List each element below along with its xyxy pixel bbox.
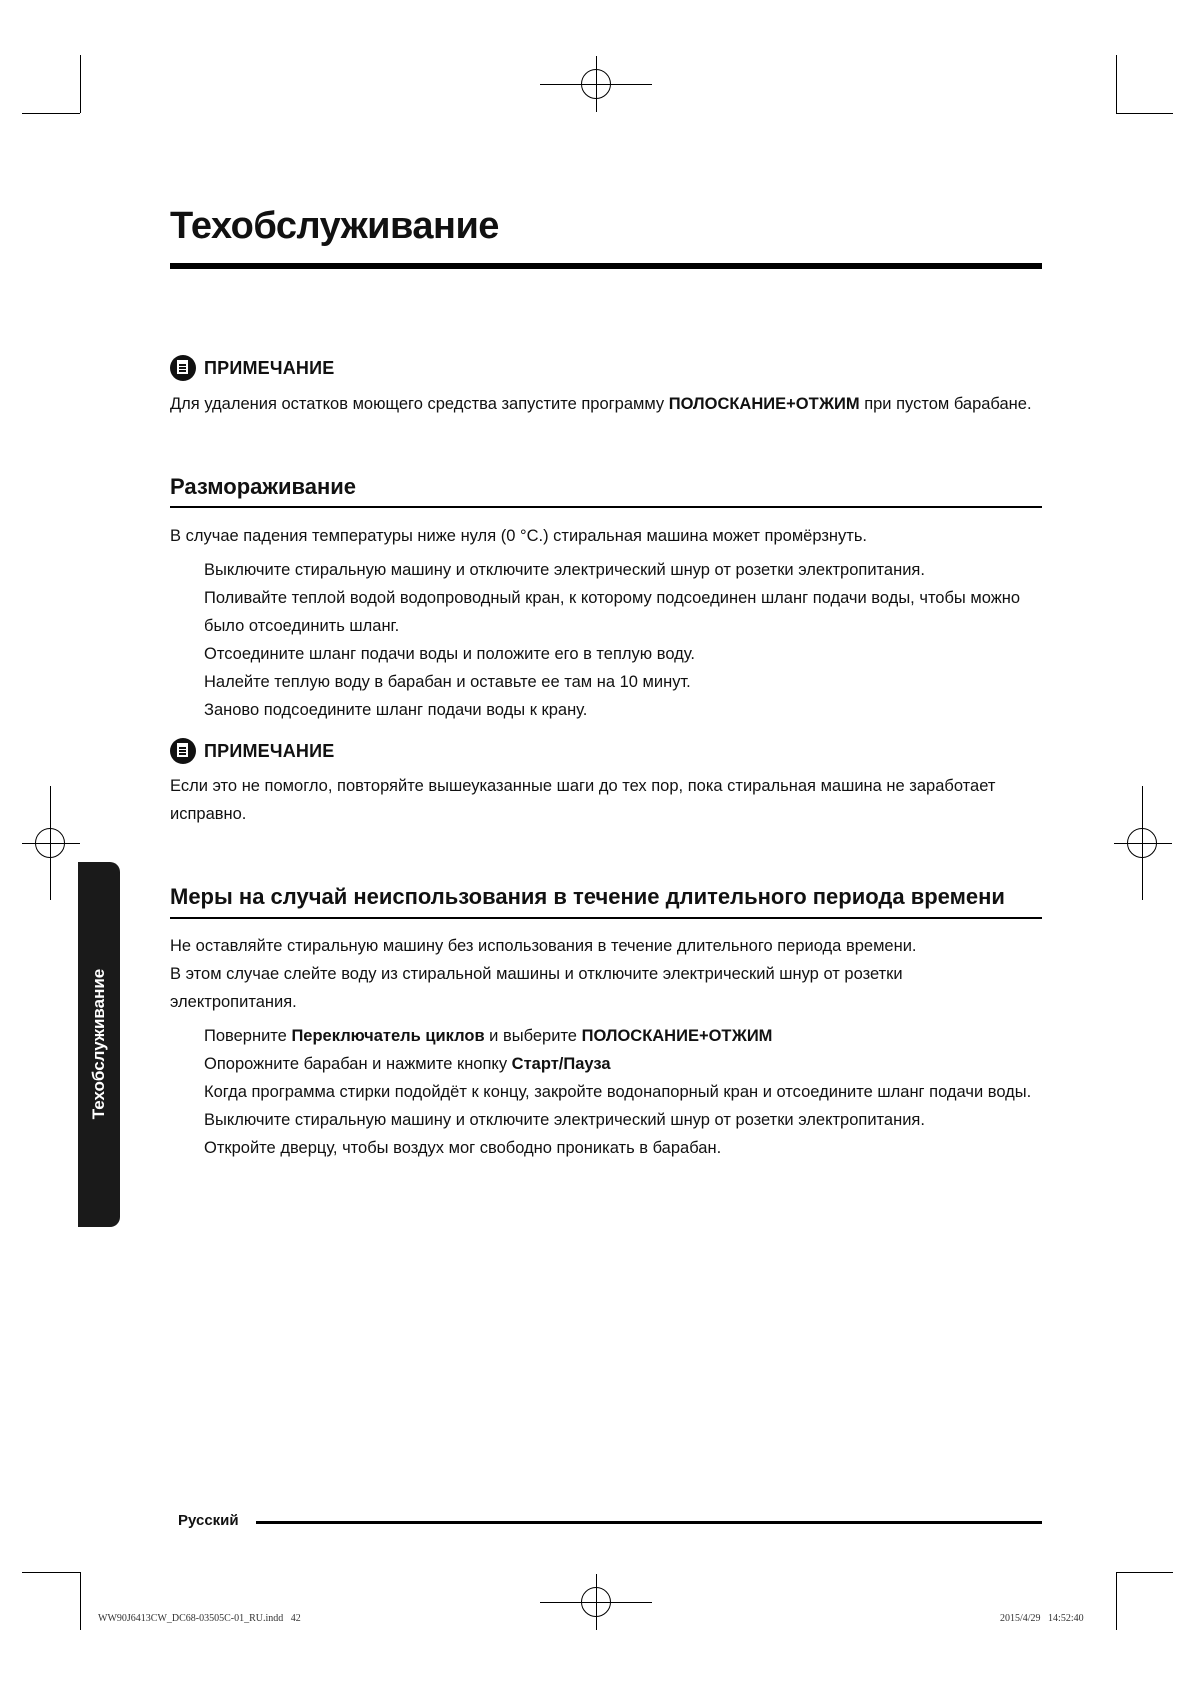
defrost-intro: В случае падения температуры ниже нуля (0 °C.) стиральная машина может промёрзнуть. — [170, 527, 868, 545]
crop-mark — [1116, 1572, 1117, 1630]
side-tab-label: Техобслуживание — [89, 968, 108, 1120]
print-slug-datetime: 2015/4/29 14:52:40 — [1000, 1613, 1084, 1624]
list-item: Поливайте теплой водой водопроводный кран, к которому подсоединен шланг подачи воды, чтобы можно было отсоединить шланг. — [204, 589, 1021, 635]
section-heading-defrost: Размораживание — [170, 474, 357, 499]
note-document-icon — [170, 738, 196, 764]
section-divider — [170, 506, 1042, 508]
footer-language: Русский — [178, 1512, 239, 1529]
note-text: Для удаления остатков моющего средства запустите программу ПОЛОСКАНИЕ+ОТЖИМ при пустом барабане. — [170, 395, 1032, 413]
program-name: ПОЛОСКАНИЕ+ОТЖИМ — [668, 395, 860, 413]
crop-mark — [1116, 1572, 1173, 1573]
crop-mark — [22, 113, 80, 114]
list-item: Выключите стиральную машину и отключите электрический шнур от розетки электропитания. — [204, 1111, 925, 1129]
note-label: ПРИМЕЧАНИЕ — [204, 740, 335, 761]
crop-mark — [80, 55, 81, 113]
note-text: Если это не помогло, повторяйте вышеуказанные шаги до тех пор, пока стиральная машина не заработает исправно. — [170, 777, 996, 823]
crop-mark — [1116, 55, 1117, 113]
list-item: Отсоедините шланг подачи воды и положите его в теплую воду. — [204, 645, 695, 663]
list-item: Откройте дверцу, чтобы воздух мог свободно проникать в барабан. — [204, 1139, 722, 1157]
print-slug-file: WW90J6413CW_DC68-03505C-01_RU.indd 42 — [98, 1613, 301, 1624]
section-heading-long-term: Меры на случай неиспользования в течение длительного периода времени — [170, 884, 1005, 909]
list-item: Заново подсоедините шланг подачи воды к крану. — [204, 701, 588, 719]
list-item: Выключите стиральную машину и отключите электрический шнур от розетки электропитания. — [204, 561, 925, 579]
list-item: Налейте теплую воду в барабан и оставьте ее там на 10 минут. — [204, 673, 691, 691]
section-divider — [170, 917, 1042, 919]
crop-mark — [80, 1572, 81, 1630]
crop-mark — [22, 1572, 80, 1573]
long-term-steps — [204, 1022, 1034, 1162]
list-item: Когда программа стирки подойдёт к концу, закройте водонапорный кран и отсоедините шланг подачи воды. — [204, 1083, 1032, 1101]
long-term-intro-1: Не оставляйте стиральную машину без использования в течение длительного периода времени. — [170, 937, 917, 955]
note-header — [170, 737, 334, 765]
page-title: Техобслуживание — [170, 205, 499, 247]
title-divider — [170, 263, 1042, 269]
crop-mark — [1116, 113, 1173, 114]
note-header — [170, 354, 334, 382]
footer-divider — [256, 1521, 1042, 1524]
note-document-icon — [170, 355, 196, 381]
long-term-intro-2: В этом случае слейте воду из стиральной машины и отключите электрический шнур от розетки электропитания. — [170, 965, 903, 1011]
list-item: Поверните Переключатель циклов и выберите ПОЛОСКАНИЕ+ОТЖИМ — [204, 1027, 773, 1045]
list-item: Опорожните барабан и нажмите кнопку Старт/Пауза — [204, 1055, 611, 1073]
note-label: ПРИМЕЧАНИЕ — [204, 357, 335, 378]
defrost-steps — [204, 556, 1034, 724]
